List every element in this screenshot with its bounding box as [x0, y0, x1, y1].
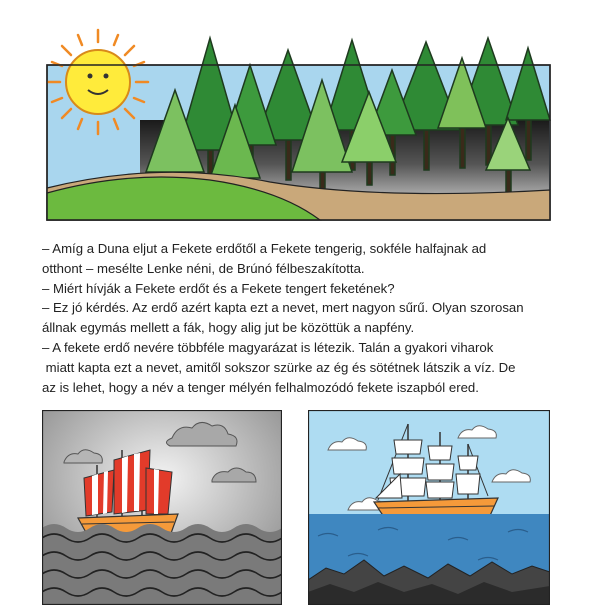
story-line: – A fekete erdő nevére többféle magyarázat is létezik. Talán a gyakori viharok — [42, 339, 494, 355]
stormy-sea-illustration — [42, 410, 282, 605]
story-line: miatt kapta ezt a nevet, amitől sokszor szürke az ég és sötétnek látszik a víz. De — [42, 359, 516, 375]
story-line: otthont – mesélte Lenke néni, de Brúnó félbeszakította. — [42, 260, 365, 276]
story-line: az is lehet, hogy a név a tenger mélyén felhalmozódó fekete iszapból ered. — [42, 379, 479, 395]
story-line: – Miért hívják a Fekete erdőt és a Fekete tengert feketének? — [42, 280, 395, 296]
story-line: – Amíg a Duna eljut a Fekete erdőtől a Fekete tengerig, sokféle halfajnak ad — [42, 241, 487, 256]
calm-sea-illustration — [308, 410, 550, 605]
black-forest-illustration — [20, 10, 560, 225]
story-line: állnak egymás mellett a fák, hogy alig jut be közöttük a napfény. — [42, 320, 415, 336]
story-line: – Ez jó kérdés. Az erdő azért kapta ezt a nevet, mert nagyon sűrű. Olyan szorosan — [42, 300, 524, 316]
story-text — [42, 239, 562, 397]
